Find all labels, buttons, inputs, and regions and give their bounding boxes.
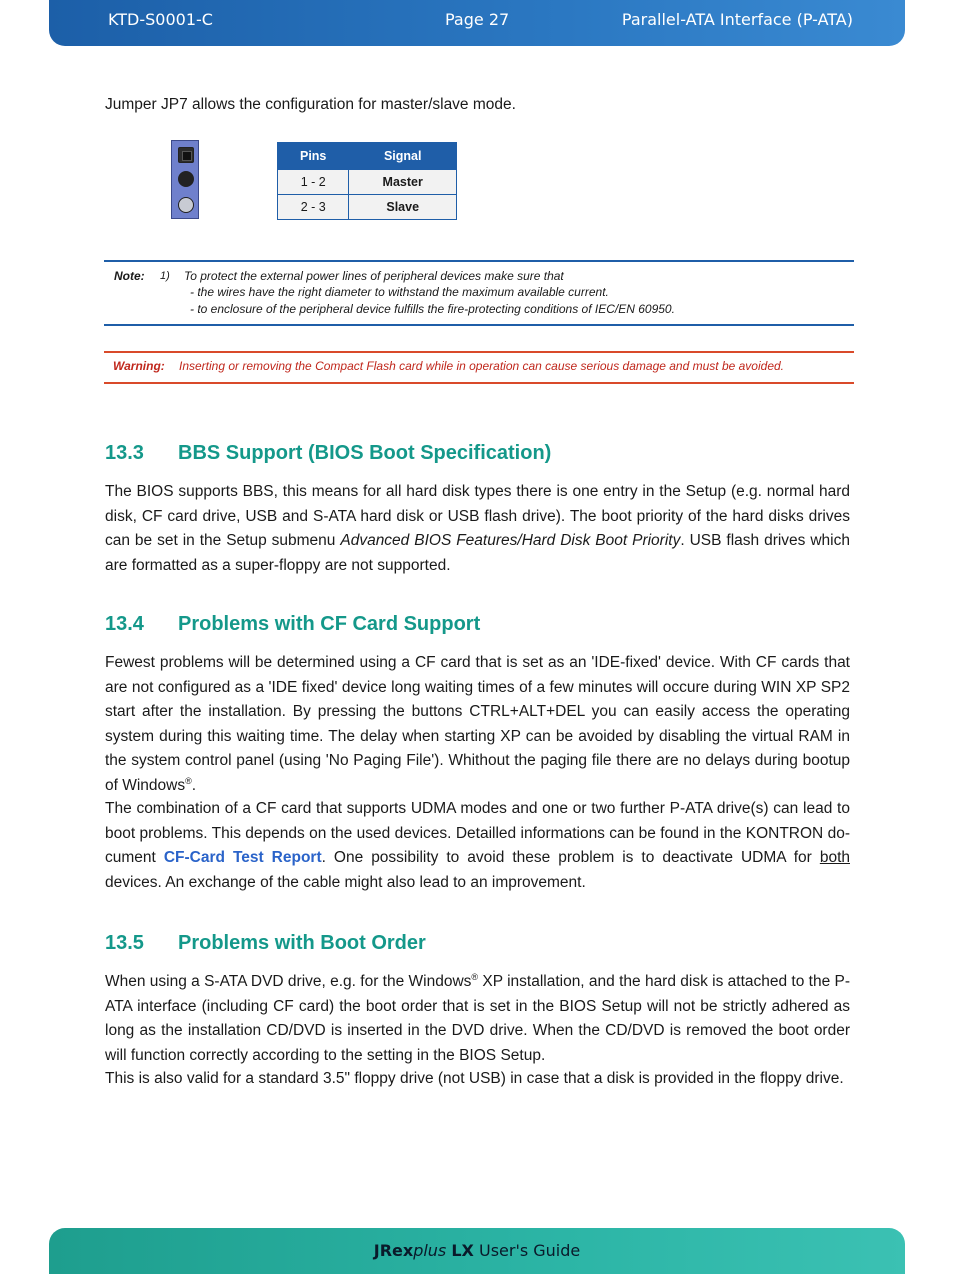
section-heading-13-3 — [105, 442, 551, 465]
text: devices. An exchange of the cable might also lead to an improvement. — [105, 873, 586, 891]
text: Fewest problems will be determined using a CF card that is set as an 'IDE-fixed' device. With CF cards that are not configured as a 'IDE fixed' device long waiting times of a few minutes will occure during WIN XP SP2 start after the installation. By pressing the buttons CTRL+ALT+DEL you can easily access the operating system during this waiting time. The delay when starting XP can be avoided by disabling the virtual RAM in the system control panel (using 'No Paging File'). Whithout the paging file there are no delays during bootup of Windows — [105, 654, 850, 794]
pin-2-icon — [178, 171, 194, 187]
section-number: 13.5 — [105, 932, 144, 954]
text: The combination of a CF card that supports UDMA modes and one or two further P-ATA drive(s) can lead to boot problems. This depends on the used devices. Detailled informations can be found in the KONTRON document — [105, 800, 850, 866]
section-number: 13.3 — [105, 442, 144, 464]
brand-model: LX — [451, 1241, 474, 1260]
pin-table — [277, 142, 457, 220]
signal-cell: Slave — [349, 195, 457, 220]
page-number: Page 27 — [445, 10, 510, 29]
jumper-jp7-icon — [171, 140, 199, 219]
section-title: Problems with CF Card Support — [178, 613, 481, 635]
note-box — [104, 260, 854, 326]
doc-id: KTD-S0001-C — [108, 10, 213, 29]
page-header — [49, 0, 905, 46]
note-line: - to enclosure of the peripheral device fulfills the fire-protecting conditions of IEC/EN 60950. — [190, 302, 675, 316]
paragraph — [105, 651, 850, 798]
paragraph — [105, 480, 850, 578]
menu-path: Advanced BIOS Features/Hard Disk Boot Priority — [340, 532, 681, 549]
text: . One possibility to avoid these problem is to deactivate UDMA for — [321, 849, 820, 866]
text: . USB flash drives which are formatted as a super-floppy are not supported. — [105, 532, 850, 574]
section-title: BBS Support (BIOS Boot Specification) — [178, 442, 552, 464]
paragraph — [105, 970, 850, 1068]
note-line: - the wires have the right diameter to withstand the maximum available current. — [190, 285, 609, 299]
table-row — [278, 195, 457, 220]
paragraph — [105, 797, 850, 895]
section-heading-13-4 — [105, 613, 480, 636]
table-row — [278, 170, 457, 195]
text: When using a S-ATA DVD drive, e.g. for the Windows — [105, 973, 472, 990]
note-line: To protect the external power lines of peripheral devices make sure that — [184, 269, 564, 283]
page-footer — [49, 1228, 905, 1274]
text: . — [191, 776, 197, 794]
registered-mark: ® — [471, 971, 479, 982]
guide-label: User's Guide — [473, 1241, 581, 1260]
warning-label: Warning: — [113, 359, 165, 373]
cf-card-test-report-link[interactable]: CF-Card Test Report — [163, 849, 322, 866]
warning-box — [104, 351, 854, 384]
pin-3-icon — [178, 197, 194, 213]
section-number: 13.4 — [105, 613, 144, 635]
note-label: Note: — [114, 269, 145, 283]
pins-header: Pins — [278, 143, 349, 170]
signal-cell: Master — [349, 170, 457, 195]
paragraph: This is also valid for a standard 3.5" floppy drive (not USB) in case that a disk is provided in the floppy drive. — [105, 1070, 844, 1087]
warning-text: Inserting or removing the Compact Flash card while in operation can cause serious damage and must be avoided. — [179, 359, 784, 373]
text: The BIOS supports BBS, this means for all hard disk types there is one entry in the Setup (e.g. normal hard disk, CF card drive, USB and S-ATA hard disk or USB flash drive). The boot priority of the hard disks drives can be set in the Setup submenu — [105, 483, 850, 549]
pins-cell: 1 - 2 — [278, 170, 349, 195]
section-title: Problems with Boot Order — [178, 932, 426, 954]
registered-mark: ® — [185, 775, 192, 786]
brand-plus: plus — [413, 1241, 447, 1260]
text: both — [819, 849, 850, 866]
brand-name: JRex — [373, 1241, 414, 1260]
text: XP installation, and the hard disk is attached to the P-ATA interface (including CF card) the boot order that is set in the BIOS Setup will not be strictly adhered as long as the installation CD/DVD is inserted in the DVD drive. When the CD/DVD is removed the boot order will function correctly according to the setting in the BIOS Setup. — [105, 973, 851, 1064]
signal-header: Signal — [349, 143, 457, 170]
pin-1-icon — [178, 147, 194, 163]
section-heading-13-5 — [105, 932, 426, 955]
section-title: Parallel-ATA Interface (P-ATA) — [621, 10, 853, 29]
intro-text: Jumper JP7 allows the configuration for master/slave mode. — [105, 96, 516, 113]
pins-cell: 2 - 3 — [278, 195, 349, 220]
note-number: 1) — [160, 270, 170, 282]
